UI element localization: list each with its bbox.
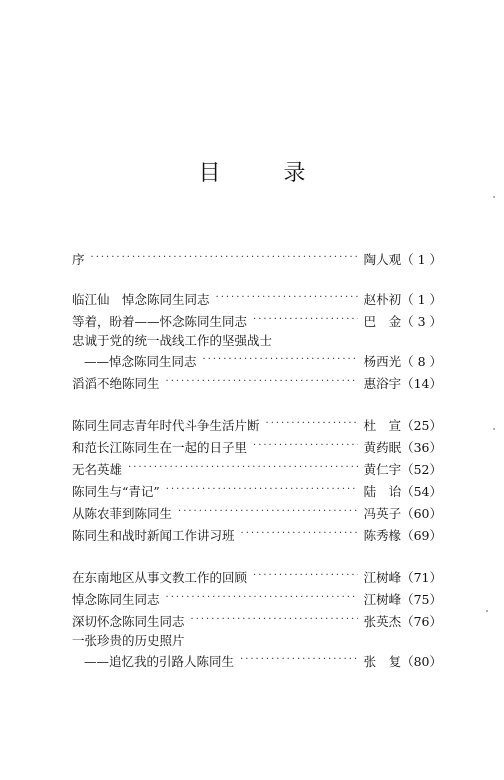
dot-leader [166, 377, 358, 389]
dot-leader [241, 529, 358, 541]
toc-entry [84, 350, 442, 370]
toc-entry [72, 458, 442, 478]
toc-entry [72, 566, 442, 586]
dot-leader [253, 315, 358, 327]
dot-leader [266, 419, 358, 431]
toc-entry [72, 288, 442, 308]
dot-leader [178, 507, 358, 519]
entry-author-page: 黄仁宇（52） [363, 462, 442, 477]
toc-entry [72, 414, 442, 434]
entry-title: 和范长江陈同生在一起的日子里 [72, 440, 248, 455]
entry-title: 从陈农菲到陈同生 [72, 506, 173, 521]
page-title: 目 录 [198, 161, 334, 186]
entry-title: 陈同生与“青记” [72, 484, 160, 499]
entry-author-page: 陈秀椽（69） [363, 528, 442, 543]
toc-entry [72, 502, 442, 522]
entry-title: 悼念陈同生同志 [72, 592, 160, 607]
dot-leader [253, 441, 358, 453]
entry-author-page: 张英杰（76） [363, 614, 442, 629]
dot-leader [166, 593, 358, 605]
entry-title: 陈同生和战时新闻工作讲习班 [72, 528, 235, 543]
toc-entry [72, 480, 442, 500]
entry-subtitle: ——悼念陈同生同志 [84, 354, 197, 369]
entry-title: 滔滔不绝陈同生 [72, 376, 160, 391]
entry-author-page: 杨西光（ 8 ） [363, 354, 442, 369]
entry-title: 等着，盼着——怀念陈同生同志 [72, 314, 248, 329]
entry-author-page: 惠浴宇（14） [363, 376, 442, 391]
dot-leader [253, 571, 358, 583]
dot-leader [216, 293, 358, 305]
entry-title: 序 [72, 252, 85, 267]
entry-title: 无名英雄 [72, 462, 123, 477]
entry-author-page: 陶人观（ 1 ） [363, 252, 442, 267]
dot-leader [240, 655, 358, 667]
dot-leader [91, 253, 358, 265]
entry-author-page: 江树峰（71） [363, 570, 442, 585]
entry-author-page: 杜 宣（25） [363, 418, 442, 433]
toc-entry [72, 372, 442, 392]
toc-entry [72, 310, 442, 330]
entry-author-page: 陆 诒（54） [363, 484, 442, 499]
entry-author-page: 冯英子（60） [363, 506, 442, 521]
entry-author-page: 赵朴初（ 1 ） [363, 292, 442, 307]
dot-leader [203, 355, 358, 367]
entry-subtitle: ——追忆我的引路人陈同生 [84, 654, 235, 669]
scan-speck [493, 428, 495, 430]
entry-title: 陈同生同志青年时代斗争生活片断 [72, 418, 260, 433]
dot-leader [166, 485, 358, 497]
entry-title: 临江仙 悼念陈同生同志 [72, 292, 210, 307]
toc-entry [72, 610, 442, 630]
entry-title: 深切怀念陈同生同志 [72, 614, 185, 629]
scan-speck [493, 196, 495, 198]
entry-author-page: 黄药眠（36） [363, 440, 442, 455]
entry-author-page: 巴 金（ 3 ） [363, 314, 442, 329]
entry-title: 忠诚于党的统一战线工作的坚强战士 [72, 333, 273, 348]
dot-leader [128, 463, 358, 475]
toc-entry [72, 248, 442, 268]
toc-entry [72, 588, 442, 608]
dot-leader [191, 615, 358, 627]
entry-author-page: 江树峰（75） [363, 592, 442, 607]
entry-title: 一张珍贵的历史照片 [72, 633, 185, 648]
toc-entry [84, 650, 442, 670]
toc-entry [72, 524, 442, 544]
entry-title: 在东南地区从事文教工作的回顾 [72, 570, 248, 585]
toc-entry [72, 436, 442, 456]
scan-speck [486, 610, 488, 612]
entry-author-page: 张 复（80） [363, 654, 442, 669]
